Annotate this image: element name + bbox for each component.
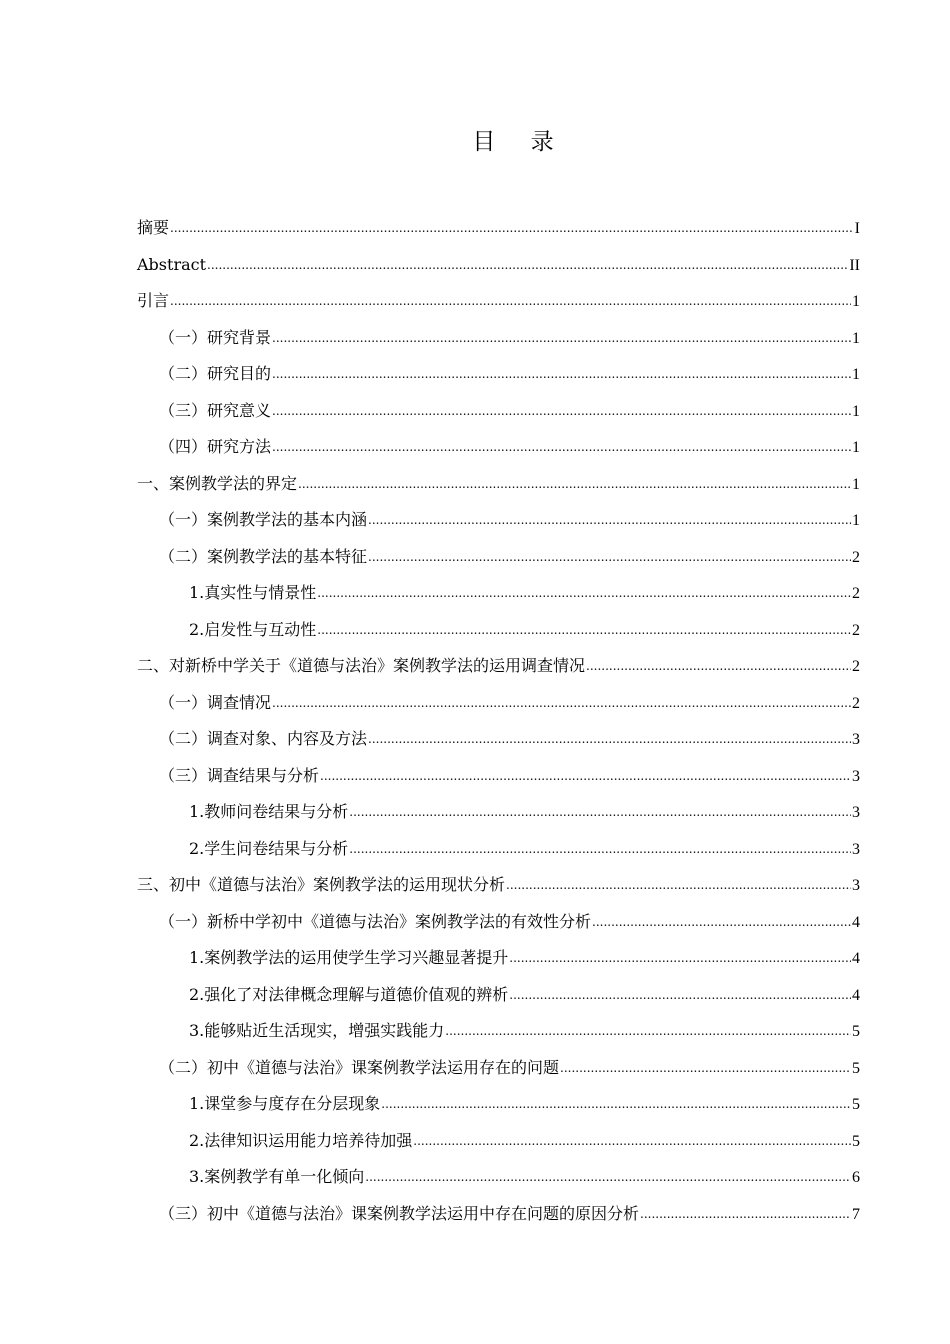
toc-entry-page-number: 1 <box>852 475 860 493</box>
toc-entry[interactable] <box>137 1086 860 1123</box>
toc-entry[interactable] <box>137 1013 860 1050</box>
toc-leader-dots <box>272 429 851 465</box>
toc-entry[interactable] <box>137 685 860 722</box>
toc-entry[interactable] <box>137 1123 860 1160</box>
toc-leader-dots <box>349 831 851 867</box>
toc-entry[interactable] <box>137 794 860 831</box>
toc-entry-page-number: I <box>854 220 860 237</box>
toc-entry-label: 1.案例教学法的运用使学生学习兴趣显著提升 <box>189 948 509 967</box>
toc-entry-page-number: 3 <box>852 767 860 785</box>
toc-leader-dots <box>207 247 848 283</box>
toc-entry[interactable] <box>137 612 860 649</box>
toc-entry-label: 1.教师问卷结果与分析 <box>189 802 349 821</box>
toc-leader-dots <box>509 940 851 976</box>
toc-entry-label: Abstract <box>137 254 207 274</box>
toc-leader-dots <box>170 210 854 246</box>
toc-leader-dots <box>272 685 851 721</box>
toc-entry[interactable] <box>137 466 860 503</box>
toc-entry-label: 1.真实性与情景性 <box>189 583 317 602</box>
toc-entry-label: （二）研究目的 <box>159 364 272 383</box>
toc-entry-label: （二）案例教学法的基本特征 <box>159 546 368 566</box>
toc-leader-dots <box>317 612 851 648</box>
toc-entry-page-number: 2 <box>852 658 860 675</box>
toc-entry-page-number: II <box>849 256 860 274</box>
toc-entry-page-number: 2 <box>852 548 860 566</box>
toc-entry[interactable] <box>137 940 860 977</box>
toc-entry-page-number: 5 <box>852 1059 860 1077</box>
toc-entry-page-number: 3 <box>852 840 860 858</box>
toc-leader-dots <box>506 867 851 903</box>
toc-entry[interactable] <box>137 1050 860 1087</box>
toc-leader-dots <box>272 320 851 356</box>
toc-entry[interactable] <box>137 429 860 466</box>
toc-leader-dots <box>320 758 851 794</box>
toc-entry-page-number: 5 <box>852 1023 860 1040</box>
toc-entry-label: 摘要 <box>137 218 170 237</box>
toc-leader-dots <box>368 502 851 538</box>
toc-entry-page-number: 5 <box>852 1132 860 1150</box>
toc-entry[interactable] <box>137 210 860 247</box>
toc-entry-page-number: 1 <box>852 512 860 529</box>
toc-entry-label: 1.课堂参与度存在分层现象 <box>189 1094 381 1113</box>
toc-leader-dots <box>170 283 851 319</box>
toc-entry-label: （四）研究方法 <box>159 437 272 456</box>
toc-entry-label: （一）新桥中学初中《道德与法治》案例教学法的有效性分析 <box>159 911 592 931</box>
toc-entry-page-number: 1 <box>852 329 860 347</box>
toc-entry-label: 一、案例教学法的界定 <box>137 473 298 493</box>
toc-entry[interactable] <box>137 977 860 1014</box>
toc-entry[interactable] <box>137 320 860 357</box>
toc-entry-page-number: 1 <box>852 439 860 456</box>
toc-entry-label: （一）案例教学法的基本内涵 <box>159 510 368 529</box>
toc-entry-label: （一）调查情况 <box>159 692 272 712</box>
toc-leader-dots <box>381 1086 851 1122</box>
toc-leader-dots <box>298 466 851 502</box>
toc-leader-dots <box>317 575 851 611</box>
toc-entry[interactable] <box>137 502 860 539</box>
toc-entry-page-number: 2 <box>852 585 860 602</box>
toc-entry-label: 2.强化了对法律概念理解与道德价值观的辨析 <box>189 984 509 1004</box>
toc-entry-label: 二、对新桥中学关于《道德与法治》案例教学法的运用调查情况 <box>137 656 586 675</box>
toc-entry-page-number: 1 <box>852 366 860 383</box>
toc-entry[interactable] <box>137 831 860 868</box>
toc-entry[interactable] <box>137 393 860 430</box>
toc-entry-page-number: 3 <box>852 804 860 821</box>
toc-leader-dots <box>509 977 851 1013</box>
toc-entry-label: 引言 <box>137 291 170 310</box>
toc-leader-dots <box>368 721 851 757</box>
toc-entry-label: （二）调查对象、内容及方法 <box>159 729 368 748</box>
toc-entry[interactable] <box>137 867 860 904</box>
toc-entry[interactable] <box>137 575 860 612</box>
toc-entry-page-number: 7 <box>852 1205 860 1223</box>
toc-entry-page-number: 4 <box>852 913 860 931</box>
toc-entry[interactable] <box>137 721 860 758</box>
toc-entry-page-number: 3 <box>852 877 860 894</box>
toc-leader-dots <box>365 1159 851 1195</box>
toc-entry-label: 2.启发性与互动性 <box>189 619 317 639</box>
toc-entry-label: （三）初中《道德与法治》课案例教学法运用中存在问题的原因分析 <box>159 1203 640 1223</box>
toc-leader-dots <box>586 648 851 684</box>
toc-leader-dots <box>272 356 851 392</box>
table-of-contents <box>137 210 860 1232</box>
toc-leader-dots <box>272 393 851 429</box>
toc-entry[interactable] <box>137 356 860 393</box>
toc-entry-label: 3.案例教学有单一化倾向 <box>189 1167 365 1186</box>
toc-entry-page-number: 6 <box>852 1169 860 1186</box>
toc-leader-dots <box>368 539 851 575</box>
toc-entry-label: （三）调查结果与分析 <box>159 765 320 785</box>
toc-entry-label: 3.能够贴近生活现实，增强实践能力 <box>189 1021 445 1040</box>
toc-leader-dots <box>560 1050 851 1086</box>
toc-entry-page-number: 3 <box>852 731 860 748</box>
page-title: 目 录 <box>472 129 568 155</box>
toc-entry[interactable] <box>137 1196 860 1233</box>
toc-entry-page-number: 5 <box>852 1096 860 1113</box>
toc-entry[interactable] <box>137 648 860 685</box>
toc-entry-label: （三）研究意义 <box>159 400 272 420</box>
toc-entry[interactable] <box>137 904 860 941</box>
toc-entry[interactable] <box>137 539 860 576</box>
toc-leader-dots <box>349 794 851 830</box>
toc-entry-page-number: 4 <box>852 986 860 1004</box>
toc-leader-dots <box>445 1013 851 1049</box>
toc-entry[interactable] <box>137 1159 860 1196</box>
toc-entry-label: 三、初中《道德与法治》案例教学法的运用现状分析 <box>137 875 506 894</box>
toc-leader-dots <box>592 904 851 940</box>
toc-entry-label: 2.学生问卷结果与分析 <box>189 838 349 858</box>
toc-entry[interactable] <box>137 758 860 795</box>
toc-entry[interactable] <box>137 283 860 320</box>
toc-entry-page-number: 1 <box>852 402 860 420</box>
toc-entry-page-number: 1 <box>852 293 860 310</box>
toc-entry[interactable] <box>137 247 860 284</box>
toc-entry-label: 2.法律知识运用能力培养待加强 <box>189 1130 413 1150</box>
toc-entry-label: （一）研究背景 <box>159 327 272 347</box>
toc-leader-dots <box>413 1123 851 1159</box>
toc-entry-page-number: 4 <box>852 950 860 967</box>
toc-entry-page-number: 2 <box>852 621 860 639</box>
toc-leader-dots <box>640 1196 851 1232</box>
toc-entry-label: （二）初中《道德与法治》课案例教学法运用存在的问题 <box>159 1057 560 1077</box>
toc-entry-page-number: 2 <box>852 694 860 712</box>
